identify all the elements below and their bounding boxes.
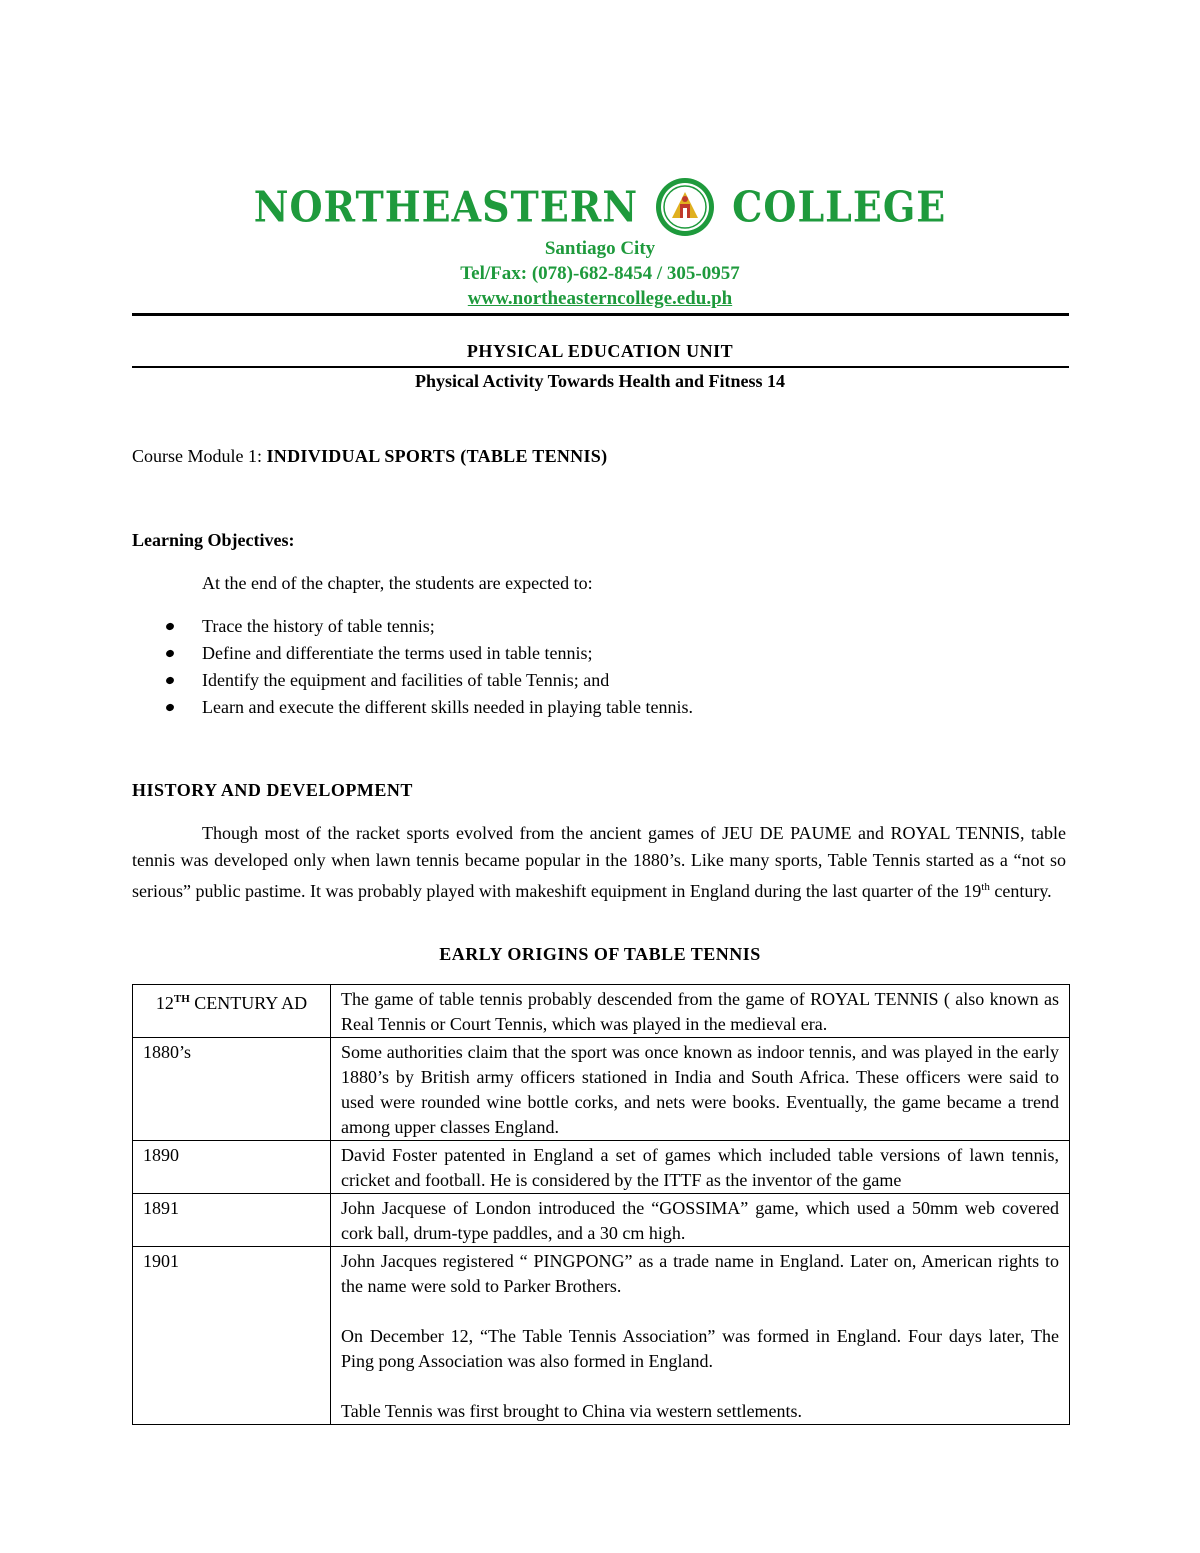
period-cell: 1890: [133, 1141, 331, 1194]
history-paragraph: Though most of the racket sports evolved from the ancient games of JEU DE PAUME and ROYAL TENNIS, table tennis was developed only when lawn tennis became popular in the 1880’s. Like many sports, Table Tennis started as a “not so serious” public pastime. It was probably played with makeshift equipment in England during the last quarter of the 19th century.: [132, 823, 1066, 901]
learning-objectives-heading: Learning Objectives:: [132, 530, 295, 550]
table-row: [133, 985, 1070, 1038]
learning-objectives-list: [162, 613, 693, 721]
description-cell: John Jacques registered “ PINGPONG” as a trade name in England. Later on, American rights to the name were sold to Parker Brothers. On December 12, “The Table Tennis Association” was formed in England. Four days later, The Ping pong Association was also formed in England. Table Tennis was first brought to China via western settlements.: [331, 1247, 1070, 1425]
description-cell: David Foster patented in England a set of games which included table versions of lawn tennis, cricket and football. He is considered by the ITTF as the inventor of the game: [331, 1141, 1070, 1194]
list-item: Identify the equipment and facilities of table Tennis; and: [162, 667, 693, 694]
module-prefix: Course Module 1:: [132, 446, 267, 466]
bullet-icon: [165, 676, 175, 685]
college-website-link[interactable]: www.northeasterncollege.edu.ph: [467, 288, 733, 309]
period-cell: 1891: [133, 1194, 331, 1247]
period-cell: 12TH CENTURY AD: [133, 985, 331, 1038]
period-cell: 1901: [133, 1247, 331, 1425]
table-row: [133, 1247, 1070, 1425]
history-heading: HISTORY AND DEVELOPMENT: [132, 780, 413, 800]
bullet-icon: [165, 649, 175, 658]
college-city: Santiago City: [544, 238, 656, 259]
header-divider: [132, 313, 1069, 316]
unit-divider: [132, 366, 1069, 368]
course-subtitle: Physical Activity Towards Health and Fitness 14: [414, 371, 786, 391]
bullet-icon: [165, 622, 175, 631]
early-origins-heading: EARLY ORIGINS OF TABLE TENNIS: [439, 944, 761, 964]
bullet-icon: [165, 703, 175, 712]
description-cell: The game of table tennis probably descended from the game of ROYAL TENNIS ( also known as Real Tennis or Court Tennis, which was played in the medieval era.: [331, 985, 1070, 1038]
college-brand: [0, 176, 1200, 238]
college-telfax: Tel/Fax: (078)-682-8454 / 305-0957: [460, 263, 740, 284]
table-row: [133, 1141, 1070, 1194]
table-row: [133, 1038, 1070, 1141]
period-cell: 1880’s: [133, 1038, 331, 1141]
list-item: Learn and execute the different skills needed in playing table tennis.: [162, 694, 693, 721]
college-seal-icon: [654, 176, 716, 238]
list-item: Define and differentiate the terms used in table tennis;: [162, 640, 693, 667]
brand-right-word: COLLEGE: [732, 181, 947, 232]
description-cell: John Jacquese of London introduced the “GOSSIMA” game, which used a 50mm web covered cork ball, drum-type paddles, and a 30 cm high.: [331, 1194, 1070, 1247]
learning-objectives-intro: At the end of the chapter, the students are expected to:: [202, 573, 593, 593]
list-item: Trace the history of table tennis;: [162, 613, 693, 640]
unit-title: PHYSICAL EDUCATION UNIT: [466, 341, 734, 361]
module-title: INDIVIDUAL SPORTS (TABLE TENNIS): [266, 446, 608, 466]
table-row: [133, 1194, 1070, 1247]
description-cell: Some authorities claim that the sport was once known as indoor tennis, and was played in the early 1880’s by British army officers stationed in India and South Africa. These officers were said to used were rounded wine bottle corks, and nets were books. Eventually, the game became a trend among upper classes England.: [331, 1038, 1070, 1141]
early-origins-table: [132, 984, 1070, 1425]
course-module-line: [132, 446, 607, 467]
brand-left-word: NORTHEASTERN: [253, 181, 639, 232]
